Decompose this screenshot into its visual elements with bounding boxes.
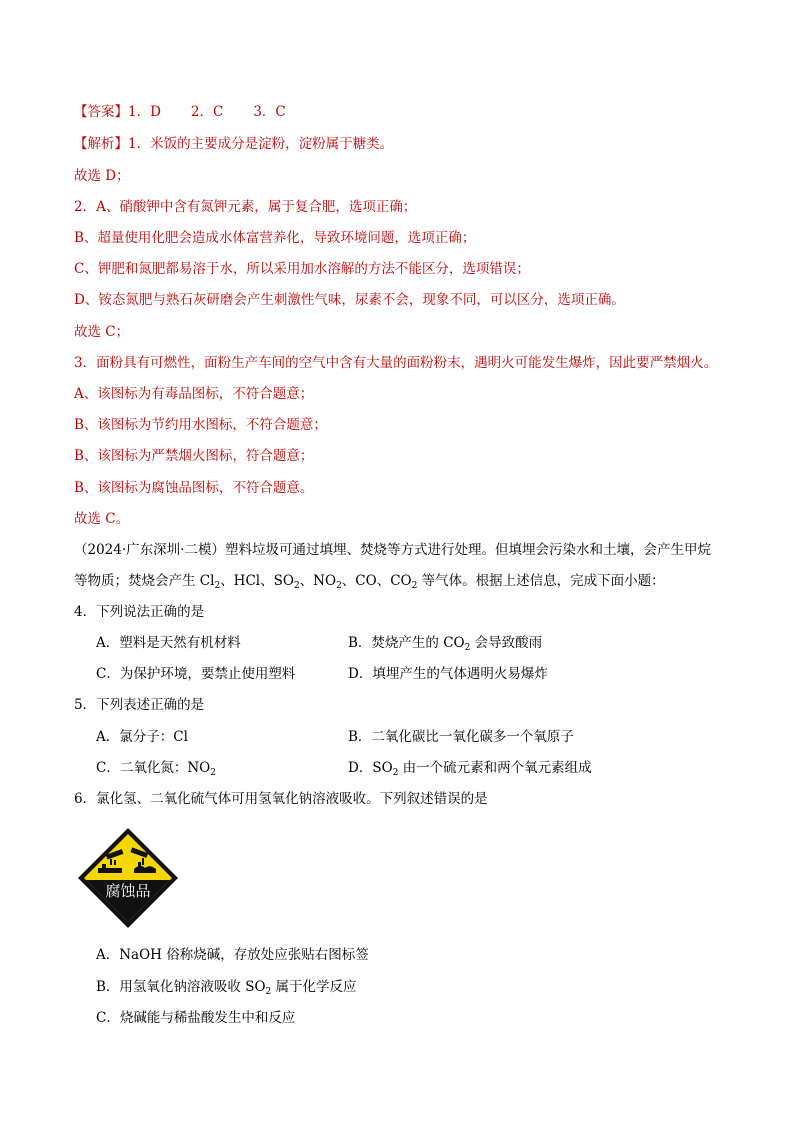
q5-option-a: A．氯分子：Cl	[96, 729, 188, 745]
subscript: 2	[411, 581, 418, 591]
option-text: 由一个硫元素和两个氧元素组成	[398, 760, 592, 776]
answer-label: 【答案】	[74, 104, 128, 120]
analysis-line: A、该图标为有毒品图标，不符合题意；	[74, 386, 314, 402]
q4-option-d: D．填埋产生的气体遇明火易爆炸	[348, 666, 548, 682]
option-text: B．焚烧产生的 CO	[348, 635, 465, 651]
option-text: D．SO	[348, 760, 393, 776]
analysis-line: D、铵态氮肥与熟石灰研磨会产生刺激性气味，尿素不会，现象不同，可以区分，选项正确。	[74, 292, 625, 308]
intro-line-1: （2024·广东深圳·二模）塑料垃圾可通过填埋、焚烧等方式进行处理。但填埋会污染水和土壤，会产生甲烷	[74, 542, 711, 558]
subscript: 2	[265, 987, 272, 997]
analysis-line	[74, 134, 393, 154]
q5-option-d	[348, 758, 592, 778]
q4-option-c: C．为保护环境，要禁止使用塑料	[96, 666, 296, 682]
subscript: 2	[336, 581, 342, 591]
subscript: 2	[214, 581, 221, 591]
q4-option-a: A．塑料是天然有机材料	[96, 635, 241, 651]
analysis-label: 【解析】	[74, 136, 128, 152]
question-5-stem: 5．下列表述正确的是	[74, 697, 205, 713]
q6-option-b	[96, 977, 357, 997]
q4-option-b	[348, 633, 542, 653]
question-6-stem: 6．氯化氢、二氧化硫气体可用氢氧化钠溶液吸收。下列叙述错误的是	[74, 791, 488, 807]
answer-item: 2．C	[190, 104, 224, 120]
option-text: C．二氧化氮：NO	[96, 760, 211, 776]
analysis-line: C、钾肥和氮肥都易溶于水，所以采用加水溶解的方法不能区分，选项错误；	[74, 261, 530, 277]
analysis-line: 故选 C。	[74, 511, 130, 527]
q5-option-b: B．二氧化碳比一氧化碳多一个氧原子	[348, 729, 574, 745]
analysis-line: B、该图标为腐蚀品图标，不符合题意。	[74, 480, 314, 496]
option-text: 属于化学反应	[271, 979, 357, 995]
intro-text: 等气体。根据上述信息，完成下面小题：	[417, 573, 665, 589]
analysis-line: 故选 C；	[74, 324, 130, 340]
analysis-text: 1．米饭的主要成分是淀粉，淀粉属于糖类。	[128, 136, 394, 152]
option-text: B．用氢氧化钠溶液吸收 SO	[96, 979, 266, 995]
analysis-line: 故选 D；	[74, 168, 130, 184]
q6-option-c: C．烧碱能与稀盐酸发生中和反应	[96, 1010, 296, 1026]
analysis-line: B、超量使用化肥会造成水体富营养化，导致环境问题，选项正确；	[74, 230, 476, 246]
intro-text: 、HCl、SO	[220, 573, 294, 589]
analysis-line: 2．A、硝酸钾中含有氮钾元素，属于复合肥，选项正确；	[74, 199, 417, 215]
intro-text: 、NO	[299, 573, 337, 589]
subscript: 2	[464, 643, 471, 653]
answer-item: 1．D	[128, 104, 161, 120]
intro-line-2	[74, 571, 665, 591]
answer-item: 3．C	[253, 104, 286, 120]
option-text: 会导致酸雨	[470, 635, 543, 651]
subscript: 2	[293, 581, 300, 591]
analysis-line: 3．面粉具有可燃性，面粉生产车间的空气中含有大量的面粉粉末，遇明火可能发生爆炸，因此要严禁烟火。	[74, 355, 718, 371]
q5-option-c	[96, 758, 216, 778]
question-4-stem: 4．下列说法正确的是	[74, 604, 205, 620]
intro-text: 等物质；焚烧会产生 Cl	[74, 573, 215, 589]
subscript: 2	[392, 768, 399, 778]
subscript: 2	[210, 768, 216, 778]
analysis-line: B、该图标为节约用水图标，不符合题意；	[74, 417, 327, 433]
sign-label: 腐蚀品	[105, 882, 151, 900]
q6-option-a: A．NaOH 俗称烧碱，存放处应张贴右图标签	[96, 947, 369, 963]
intro-text: 、CO、CO	[341, 573, 412, 589]
answer-line	[74, 102, 286, 122]
corrosive-hazard-sign	[76, 826, 180, 930]
analysis-line: B、该图标为严禁烟火图标，符合题意；	[74, 448, 314, 464]
